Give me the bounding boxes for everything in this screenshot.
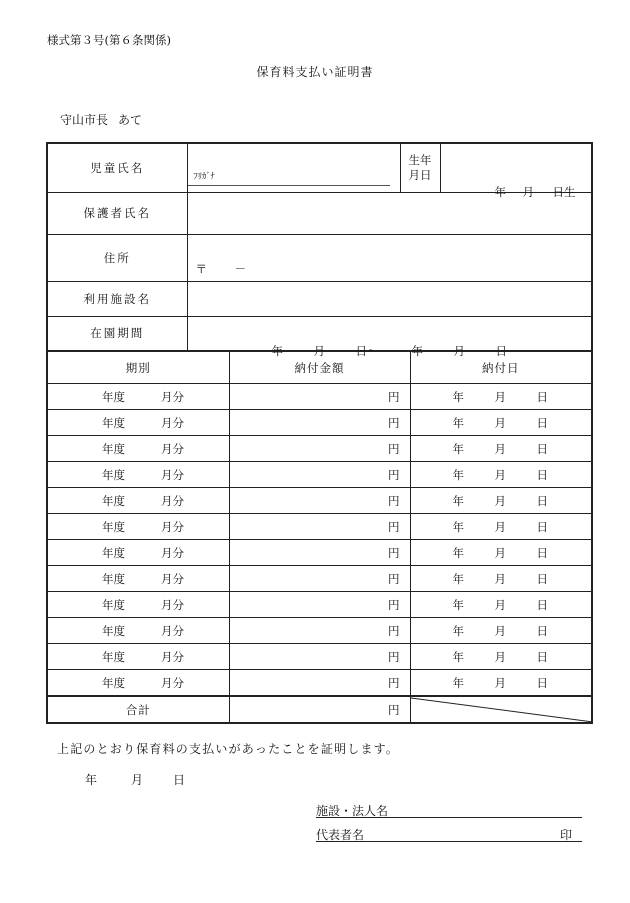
- postal-mark: 〒: [195, 261, 207, 276]
- period-cell[interactable]: [47, 514, 229, 540]
- enrollment-period-field[interactable]: [187, 316, 592, 359]
- fiscal-year-label: 年度: [102, 572, 125, 586]
- payment-date-cell[interactable]: [410, 384, 592, 410]
- date-day-label: 日: [536, 572, 548, 586]
- dob-year: 年: [494, 184, 506, 199]
- amount-cell[interactable]: [229, 436, 410, 462]
- amount-cell[interactable]: [229, 670, 410, 697]
- month-portion-label: 月分: [161, 572, 184, 586]
- enrollment-to-day: 日: [495, 344, 507, 359]
- date-year-label: 年: [452, 390, 464, 404]
- sign-day: 日: [173, 773, 186, 787]
- month-portion-label: 月分: [161, 390, 184, 404]
- date-day-label: 日: [536, 390, 548, 404]
- payment-row: [47, 488, 592, 514]
- facility-corp-label: 施設・法人名: [316, 804, 389, 818]
- enrollment-to-year: 年: [411, 344, 423, 359]
- date-day-label: 日: [536, 416, 548, 430]
- date-day-label: 日: [536, 676, 548, 690]
- date-month-label: 月: [494, 676, 506, 690]
- date-day-label: 日: [536, 468, 548, 482]
- amount-cell[interactable]: [229, 592, 410, 618]
- fiscal-year-label: 年度: [102, 546, 125, 560]
- payment-date-cell[interactable]: [410, 592, 592, 618]
- date-year-label: 年: [452, 416, 464, 430]
- payment-row: [47, 540, 592, 566]
- yen-label: 円: [388, 493, 400, 508]
- date-month-label: 月: [494, 416, 506, 430]
- representative-label: 代表者名: [316, 828, 365, 842]
- date-month-label: 月: [494, 624, 506, 638]
- payment-date-cell[interactable]: [410, 410, 592, 436]
- facility-name-field[interactable]: [187, 281, 592, 316]
- date-day-label: 日: [536, 624, 548, 638]
- period-cell[interactable]: [47, 540, 229, 566]
- document-title: 保育料支払い証明書: [256, 65, 374, 79]
- yen-label: 円: [388, 519, 400, 534]
- payment-row: [47, 592, 592, 618]
- furigana-label: ﾌﾘｶﾞﾅ: [193, 171, 215, 182]
- yen-label: 円: [388, 415, 400, 430]
- date-day-label: 日: [536, 598, 548, 612]
- facility-signature-line[interactable]: [316, 802, 582, 818]
- date-day-label: 日: [536, 546, 548, 560]
- seal-mark: 印: [559, 828, 572, 842]
- period-cell[interactable]: [47, 436, 229, 462]
- period-cell[interactable]: [47, 592, 229, 618]
- amount-cell[interactable]: [229, 644, 410, 670]
- addressee-suffix: あて: [118, 113, 143, 127]
- amount-cell[interactable]: [229, 462, 410, 488]
- payment-row: [47, 384, 592, 410]
- period-cell[interactable]: [47, 384, 229, 410]
- header-period: 期別: [47, 352, 229, 384]
- fiscal-year-label: 年度: [102, 468, 125, 482]
- fiscal-year-label: 年度: [102, 390, 125, 404]
- sign-year: 年: [85, 773, 98, 787]
- month-portion-label: 月分: [161, 650, 184, 664]
- payment-row: [47, 618, 592, 644]
- payment-date-cell[interactable]: [410, 540, 592, 566]
- payment-row: [47, 462, 592, 488]
- sign-month: 月: [131, 773, 144, 787]
- payment-row: [47, 436, 592, 462]
- enrollment-from-month: 月: [313, 344, 325, 359]
- yen-label: 円: [388, 441, 400, 456]
- date-year-label: 年: [452, 650, 464, 664]
- payment-row: [47, 670, 592, 697]
- fiscal-year-label: 年度: [102, 442, 125, 456]
- payment-date-cell[interactable]: [410, 618, 592, 644]
- child-info-table: [46, 142, 593, 359]
- payment-row: [47, 566, 592, 592]
- enrollment-label: 在園期間: [47, 316, 187, 351]
- yen-label: 円: [388, 467, 400, 482]
- address-field[interactable]: [187, 234, 592, 281]
- month-portion-label: 月分: [161, 442, 184, 456]
- dob-label-line1: 生年: [408, 152, 432, 167]
- date-year-label: 年: [452, 676, 464, 690]
- date-day-label: 日: [536, 520, 548, 534]
- dob-field[interactable]: [440, 143, 592, 199]
- date-year-label: 年: [452, 598, 464, 612]
- payment-table: [46, 351, 593, 724]
- yen-label: 円: [388, 571, 400, 586]
- child-name-field[interactable]: [187, 143, 400, 192]
- postal-dash: －: [234, 261, 246, 276]
- date-month-label: 月: [494, 650, 506, 664]
- payment-row: [47, 514, 592, 540]
- amount-cell[interactable]: [229, 514, 410, 540]
- header-date: 納付日: [410, 352, 592, 384]
- fiscal-year-label: 年度: [102, 494, 125, 508]
- period-cell[interactable]: [47, 488, 229, 514]
- enrollment-to-month: 月: [453, 344, 465, 359]
- date-month-label: 月: [494, 572, 506, 586]
- amount-cell[interactable]: [229, 566, 410, 592]
- enrollment-from-day: 日～: [355, 344, 379, 359]
- total-label: 合計: [47, 696, 229, 723]
- date-month-label: 月: [494, 442, 506, 456]
- date-year-label: 年: [452, 572, 464, 586]
- payment-date-cell[interactable]: [410, 436, 592, 462]
- date-day-label: 日: [536, 442, 548, 456]
- month-portion-label: 月分: [161, 494, 184, 508]
- month-portion-label: 月分: [161, 546, 184, 560]
- period-cell[interactable]: [47, 670, 229, 697]
- amount-cell[interactable]: [229, 488, 410, 514]
- date-year-label: 年: [452, 546, 464, 560]
- furigana-divider: [188, 185, 390, 186]
- dob-label-line2: 月日: [408, 167, 432, 182]
- diagonal-strike: [411, 697, 593, 722]
- payment-date-cell[interactable]: [410, 644, 592, 670]
- date-month-label: 月: [494, 494, 506, 508]
- representative-signature-line[interactable]: [316, 826, 582, 842]
- yen-label: 円: [388, 649, 400, 664]
- addressee: [60, 111, 142, 128]
- date-month-label: 月: [494, 546, 506, 560]
- payment-date-cell[interactable]: [410, 462, 592, 488]
- date-month-label: 月: [494, 598, 506, 612]
- date-day-label: 日: [536, 494, 548, 508]
- yen-label: 円: [388, 597, 400, 612]
- dob-label: [400, 143, 440, 192]
- child-name-label: 児童氏名: [47, 143, 187, 192]
- fiscal-year-label: 年度: [102, 650, 125, 664]
- dob-day: 日生: [552, 184, 576, 199]
- total-amount-field[interactable]: [229, 696, 410, 723]
- date-year-label: 年: [452, 442, 464, 456]
- yen-label: 円: [388, 389, 400, 404]
- address-label: 住所: [47, 234, 187, 281]
- month-portion-label: 月分: [161, 624, 184, 638]
- payment-date-cell[interactable]: [410, 566, 592, 592]
- date-year-label: 年: [452, 520, 464, 534]
- amount-cell[interactable]: [229, 618, 410, 644]
- month-portion-label: 月分: [161, 598, 184, 612]
- month-portion-label: 月分: [161, 676, 184, 690]
- payment-row: [47, 644, 592, 670]
- guardian-label: 保護者氏名: [47, 192, 187, 234]
- addressee-name: 守山市長: [60, 113, 109, 127]
- date-month-label: 月: [494, 520, 506, 534]
- fiscal-year-label: 年度: [102, 416, 125, 430]
- total-date-blank: [410, 696, 592, 723]
- date-month-label: 月: [494, 390, 506, 404]
- month-portion-label: 月分: [161, 468, 184, 482]
- payment-row: [47, 410, 592, 436]
- payment-date-cell[interactable]: [410, 488, 592, 514]
- yen-label: 円: [388, 675, 400, 690]
- period-cell[interactable]: [47, 566, 229, 592]
- period-cell[interactable]: [47, 618, 229, 644]
- facility-label: 利用施設名: [47, 281, 187, 316]
- date-year-label: 年: [452, 468, 464, 482]
- amount-cell[interactable]: [229, 410, 410, 436]
- period-cell[interactable]: [47, 644, 229, 670]
- payment-date-cell[interactable]: [410, 670, 592, 697]
- total-yen: 円: [388, 702, 400, 717]
- date-year-label: 年: [452, 494, 464, 508]
- amount-cell[interactable]: [229, 384, 410, 410]
- period-cell[interactable]: [47, 410, 229, 436]
- yen-label: 円: [388, 545, 400, 560]
- date-month-label: 月: [494, 468, 506, 482]
- fiscal-year-label: 年度: [102, 624, 125, 638]
- fiscal-year-label: 年度: [102, 520, 125, 534]
- month-portion-label: 月分: [161, 520, 184, 534]
- fiscal-year-label: 年度: [102, 676, 125, 690]
- period-cell[interactable]: [47, 462, 229, 488]
- dob-month: 月: [522, 184, 534, 199]
- payment-date-cell[interactable]: [410, 514, 592, 540]
- header-amount: 納付金額: [229, 352, 410, 384]
- date-year-label: 年: [452, 624, 464, 638]
- certification-statement: 上記のとおり保育料の支払いがあったことを証明します。: [57, 742, 400, 756]
- fiscal-year-label: 年度: [102, 598, 125, 612]
- month-portion-label: 月分: [161, 416, 184, 430]
- yen-label: 円: [388, 623, 400, 638]
- date-day-label: 日: [536, 650, 548, 664]
- enrollment-from-year: 年: [271, 344, 283, 359]
- amount-cell[interactable]: [229, 540, 410, 566]
- form-number: 様式第３号(第６条関係): [47, 33, 171, 47]
